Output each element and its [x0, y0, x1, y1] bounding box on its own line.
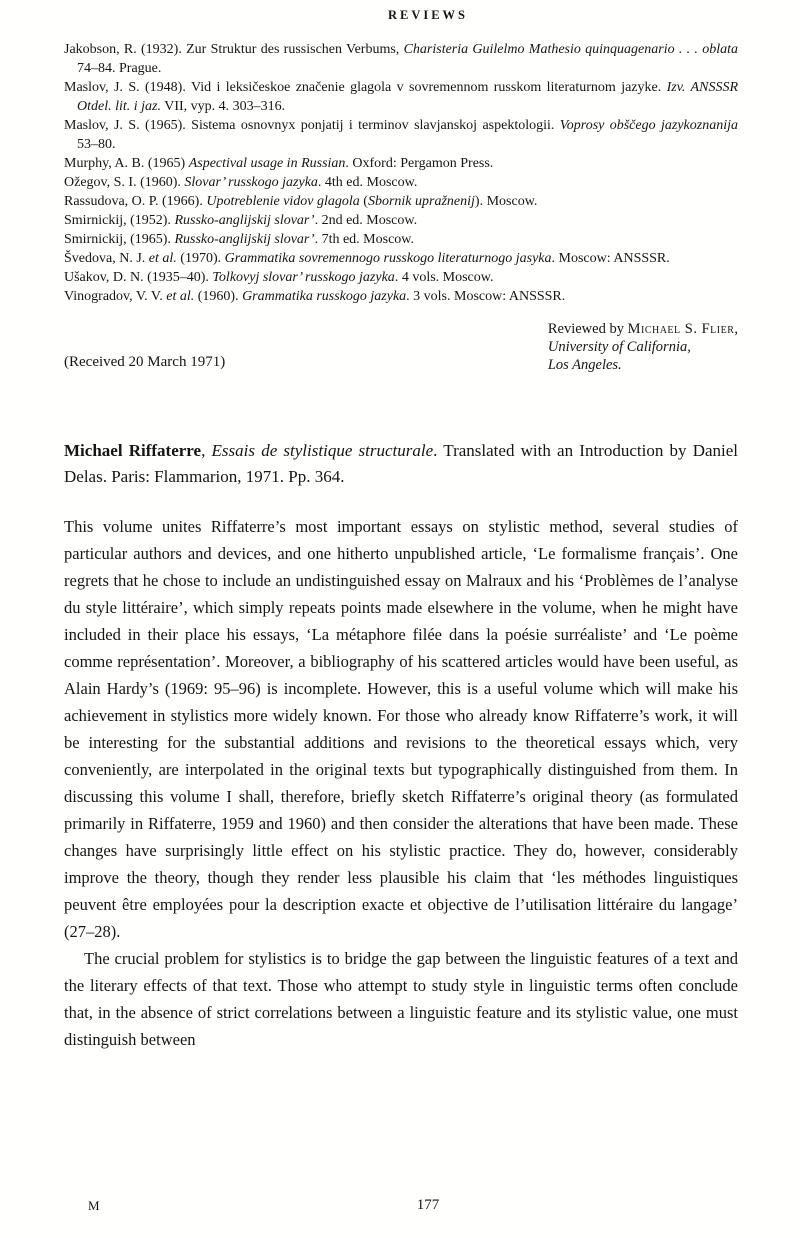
- review-paragraph: The crucial problem for stylistics is to bridge the gap between the linguistic features of a text and the literary effects of that text. Those who attempt to study style in linguistic terms often conclude that, in the absence of strict correlations between a linguistic feature and its stylistic value, one must distinguish between: [64, 949, 738, 1049]
- reference-entry: Maslov, J. S. (1948). Vid i leksičeskoe značenie glagola v sovremennom russkom literaturnom jazyke. Izv. ANSSSR Otdel. lit. i jaz. VII, vyp. 4. 303–316.: [64, 80, 738, 114]
- reference-entry: Murphy, A. B. (1965) Aspectival usage in Russian. Oxford: Pergamon Press.: [64, 156, 494, 171]
- running-head: REVIEWS: [387, 8, 469, 22]
- reference-entry: Maslov, J. S. (1965). Sistema osnovnyx ponjatij i terminov slavjanskoj aspektologii. Voprosy obščego jazykoznanija 53–80.: [64, 118, 738, 152]
- reference-entry: Ušakov, D. N. (1935–40). Tolkovyj slovar’ russkogo jazyka. 4 vols. Moscow.: [64, 270, 494, 285]
- reviewer-block: [548, 320, 738, 374]
- received-date: (Received 20 March 1971): [64, 354, 226, 370]
- reference-entry: Jakobson, R. (1932). Zur Struktur des russischen Verbums, Charisteria Guilelmo Mathesio quinquagenario . . . oblata 74–84. Prague.: [64, 42, 738, 76]
- reviewed-by-line: Reviewed by Michael S. Flier,: [547, 321, 738, 337]
- reference-entry: Švedova, N. J. et al. (1970). Grammatika sovremennogo russkogo literaturnogo jasyka. Moscow: ANSSSR.: [64, 251, 670, 266]
- reference-entry: Rassudova, O. P. (1966). Upotreblenie vidov glagola (Sbornik upražnenij). Moscow.: [64, 194, 538, 209]
- signature-mark: M: [88, 1198, 100, 1213]
- review-body: [64, 513, 738, 1053]
- reference-entry: Ožegov, S. I. (1960). Slovar’ russkogo jazyka. 4th ed. Moscow.: [64, 175, 418, 190]
- page-number: 177: [416, 1197, 440, 1213]
- review-paragraph: This volume unites Riffaterre’s most important essays on stylistic method, several studies of particular authors and devices, and one hitherto unpublished article, ‘Le formalisme français’. One regrets that he chose to include an undistinguished essay on Malraux and his ‘Problèmes de l’analyse du style littéraire’, which simply repeats points made elsewhere in the volume, when he might have included in their place his essays, ‘La métaphore filée dans la poésie surréaliste’ and ‘Le poème comme représentation’. Moreover, a bibliography of his scattered articles would have been useful, as Alain Hardy’s (1969: 95–96) is incomplete. However, this is a useful volume which will make his achievement in stylistics more widely known. For those who already know Riffaterre’s work, it will be interesting for the substantial additions and revisions to the theoretical essays which, very conveniently, are interpolated in the original texts but typographically distinguished from them. In discussing this volume I shall, therefore, briefly sketch Riffaterre’s original theory (as formulated primarily in Riffaterre, 1959 and 1960) and then consider the alterations that have been made. These changes have surprisingly little effect on his stylistic practice. They do, however, considerably improve the theory, though they render less plausible his claim that ‘les méthodes linguistiques peuvent être employées pour la description exacte et objective de l’utilisation littéraire du langage’ (27–28).: [64, 517, 738, 941]
- references-list: [64, 40, 738, 306]
- reference-entry: Vinogradov, V. V. et al. (1960). Grammatika russkogo jazyka. 3 vols. Moscow: ANSSSR.: [64, 289, 566, 304]
- attribution-row: [64, 320, 738, 374]
- reference-entry: Smirnickij, (1952). Russko-anglijskij slovar’. 2nd ed. Moscow.: [64, 213, 418, 228]
- reviewer-location: Los Angeles.: [547, 357, 622, 373]
- review-heading: Michael Riffaterre, Essais de stylistique structurale. Translated with an Introduction by Daniel Delas. Paris: Flammarion, 1971. Pp. 364.: [64, 441, 739, 486]
- page-footer: [64, 1196, 738, 1214]
- reference-entry: Smirnickij, (1965). Russko-anglijskij slovar’. 7th ed. Moscow.: [64, 232, 414, 247]
- reviewer-affiliation: University of California,: [547, 339, 691, 355]
